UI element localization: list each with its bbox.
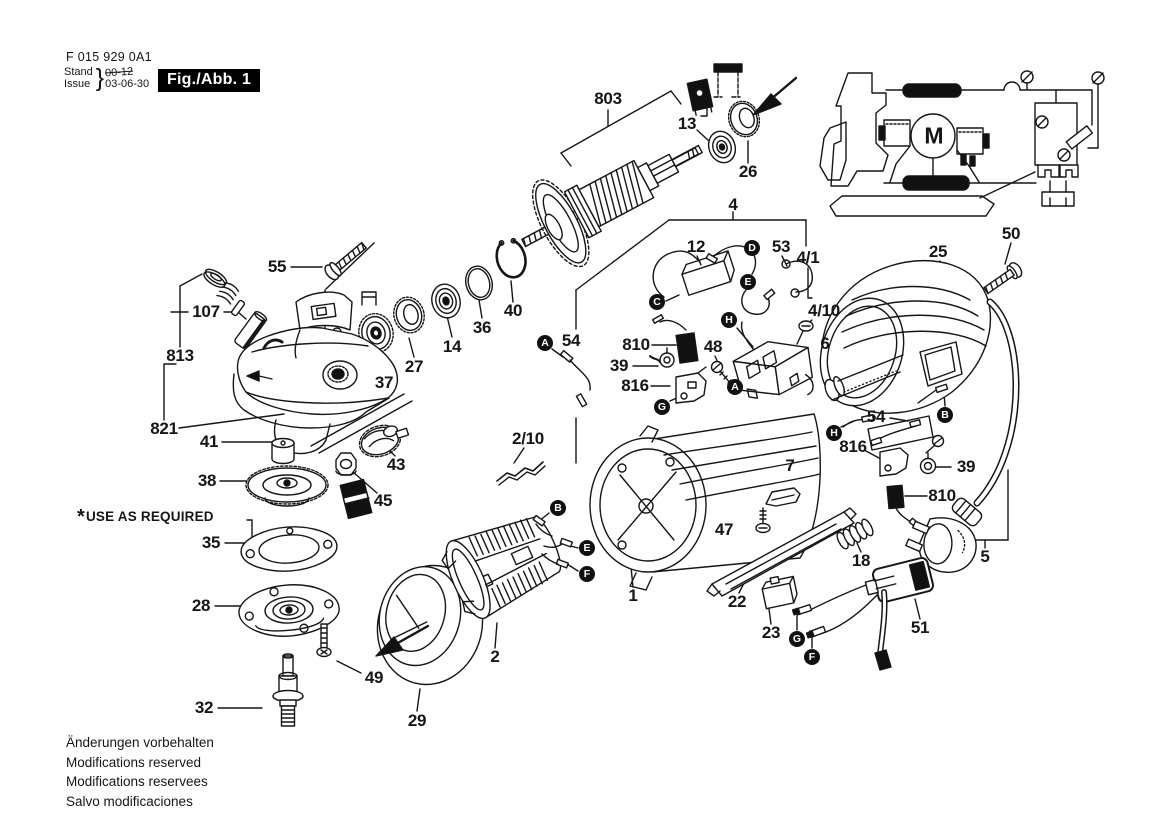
part-label-50: 50 [1001, 224, 1021, 243]
crown-gear-38 [246, 466, 328, 506]
gasket-35 [240, 524, 339, 575]
part-label-27: 27 [404, 357, 424, 376]
part-label-37: 37 [374, 373, 394, 392]
motor-symbol-label: M [924, 122, 944, 149]
ring-27 [390, 294, 428, 337]
part-label-32: 32 [194, 698, 214, 717]
cup-41 [272, 439, 294, 464]
issue-label: Issue [64, 78, 91, 90]
o-ring-36 [462, 263, 496, 303]
wiring-marker-H: H [721, 312, 737, 328]
assembly-arrow-top [753, 78, 796, 115]
spindle-32 [273, 654, 303, 726]
part-label-12: 12 [686, 237, 706, 256]
wiring-marker-G: G [654, 399, 670, 415]
wiring-marker-B: B [550, 500, 566, 516]
part-label-51: 51 [910, 618, 930, 637]
part-label-35: 35 [201, 533, 221, 552]
superseded-date: 00-12 [104, 65, 134, 80]
part-label-36: 36 [472, 318, 492, 337]
wiring-harness-4 [560, 246, 817, 408]
part-label-38: 38 [197, 471, 217, 490]
bearing-14 [428, 281, 464, 321]
brush-spring-2-10 [497, 462, 545, 485]
part-label-810: 810 [622, 335, 650, 354]
bearing-13 [704, 128, 739, 167]
wiring-marker-F: F [804, 649, 820, 665]
part-label-816: 816 [839, 437, 867, 456]
modification-notes [66, 733, 214, 811]
screw-55 [322, 239, 369, 282]
screw-50 [981, 261, 1024, 298]
wiring-marker-E: E [740, 274, 756, 290]
wiring-marker-C: C [649, 294, 665, 310]
part-label-14: 14 [442, 337, 462, 356]
part-label-47: 47 [714, 520, 734, 539]
part-label-53: 53 [771, 237, 791, 256]
wiring-marker-A: A [537, 335, 553, 351]
part-label-39: 39 [609, 356, 629, 375]
part-label-2: 2 [490, 647, 500, 666]
part-label-810: 810 [928, 486, 956, 505]
wiring-marker-A: A [727, 379, 743, 395]
part-label-7: 7 [785, 456, 795, 475]
nut-45 [336, 453, 356, 475]
part-label-4-1: 4/1 [796, 248, 820, 267]
part-label-43: 43 [386, 455, 406, 474]
part-label-39: 39 [956, 457, 976, 476]
stator-terminals [533, 515, 572, 567]
wiring-marker-H: H [826, 425, 842, 441]
brace-glyph: } [95, 64, 105, 92]
part-label-22: 22 [727, 592, 747, 611]
part-label-13: 13 [677, 114, 697, 133]
part-label-28: 28 [191, 596, 211, 615]
use-as-required-note [77, 506, 214, 529]
modification-note-line: Modifications reservees [66, 774, 208, 789]
stand-issue-block [64, 66, 149, 90]
use-as-required-text: USE AS REQUIRED [85, 509, 214, 524]
wiring-marker-E: E [579, 540, 595, 556]
part-label-55: 55 [267, 257, 287, 276]
clip-above-37 [362, 292, 376, 305]
part-label-25: 25 [928, 242, 948, 261]
part-label-26: 26 [738, 162, 758, 181]
part-label-23: 23 [761, 623, 781, 642]
ring-26 [724, 97, 765, 141]
wiring-marker-F: F [579, 566, 595, 582]
part-label-6: 6 [820, 334, 830, 353]
part-label-18: 18 [851, 551, 871, 570]
part-label-803: 803 [594, 89, 622, 108]
modification-note-line: Änderungen vorbehalten [66, 735, 214, 750]
sleeve-45 [340, 480, 372, 519]
modification-note-line: Salvo modificaciones [66, 793, 193, 809]
part-label-4-10: 4/10 [808, 301, 840, 320]
part-label-5: 5 [980, 547, 990, 566]
document-number: F 015 929 0A1 [66, 50, 152, 64]
part-label-49: 49 [364, 668, 384, 687]
part-label-45: 45 [373, 491, 393, 510]
part-label-821: 821 [150, 419, 178, 438]
part-label-40: 40 [503, 301, 523, 320]
part-label-41: 41 [199, 432, 219, 451]
part-label-29: 29 [407, 711, 427, 730]
modification-note-line: Modifications reserved [66, 754, 202, 770]
part-label-816: 816 [621, 376, 649, 395]
stand-label: Stand [64, 66, 93, 78]
part-label-107: 107 [192, 302, 220, 321]
asterisk: * [77, 506, 85, 528]
button-23 [760, 573, 798, 608]
issue-date: 03-06-30 [105, 78, 150, 90]
part-label-813: 813 [166, 346, 194, 365]
wiring-schematic [820, 71, 1104, 216]
part-label-4: 4 [728, 195, 738, 214]
wiring-marker-D: D [744, 240, 760, 256]
part-label-1: 1 [628, 586, 638, 605]
figure-label: Fig./Abb. 1 [158, 69, 260, 92]
part-label-2-10: 2/10 [512, 429, 544, 448]
part-label-48: 48 [703, 337, 723, 356]
wiring-marker-B: B [937, 407, 953, 423]
wiring-marker-G: G [789, 631, 805, 647]
part-label-54: 54 [561, 331, 581, 350]
part-label-54: 54 [866, 407, 886, 426]
